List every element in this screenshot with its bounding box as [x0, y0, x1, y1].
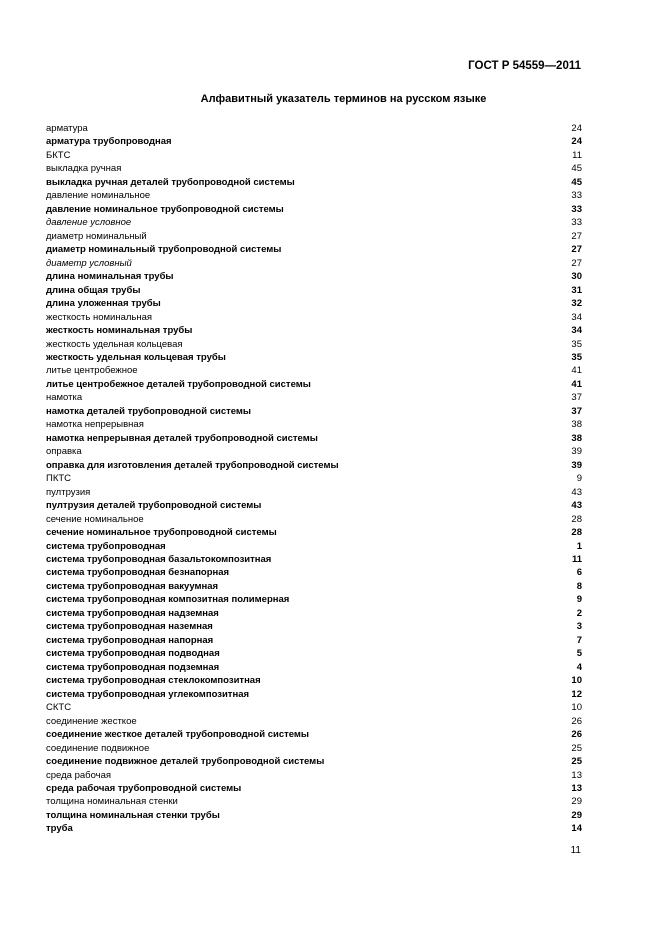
index-term: литье центробежное деталей трубопроводной системы	[46, 378, 311, 390]
index-entry	[46, 418, 582, 431]
index-page-ref: 29	[571, 809, 582, 821]
index-page-ref: 41	[571, 365, 582, 377]
index-page-ref: 8	[576, 580, 582, 592]
index-entry	[46, 647, 582, 660]
index-entry	[46, 715, 582, 728]
index-entry	[46, 405, 582, 418]
index-term: система трубопроводная базальтокомпозитная	[46, 554, 272, 565]
index-term: среда рабочая	[46, 769, 112, 781]
index-entry	[46, 338, 582, 351]
index-term: соединение подвижное	[46, 742, 150, 754]
index-page-ref: 26	[571, 715, 582, 727]
index-page-ref: 33	[571, 217, 582, 229]
index-term: давление номинальное трубопроводной системы	[46, 203, 284, 215]
index-entry	[46, 661, 582, 674]
index-page-ref: 7	[576, 634, 582, 646]
index-page-ref: 35	[571, 338, 582, 350]
index-term: давление условное	[46, 217, 132, 229]
index-entry	[46, 607, 582, 620]
index-page-ref: 39	[571, 459, 582, 471]
page-number: 11	[570, 845, 581, 856]
index-entry	[46, 230, 582, 243]
index-term: система трубопроводная вакуумная	[46, 580, 219, 592]
index-entry	[46, 445, 582, 458]
index-page-ref: 27	[571, 244, 582, 256]
index-page-ref: 33	[571, 190, 582, 202]
index-page-ref: 13	[571, 769, 582, 781]
index-entry	[46, 809, 582, 822]
index-page-ref: 9	[576, 473, 582, 485]
index-page-ref: 38	[571, 432, 582, 444]
index-term: система трубопроводная надземная	[46, 607, 219, 619]
index-page-ref: 9	[576, 594, 582, 606]
index-term: сечение номинальное	[46, 513, 144, 525]
document-header: ГОСТ Р 54559—2011	[468, 60, 581, 72]
index-entry	[46, 755, 582, 768]
index-page-ref: 12	[571, 688, 582, 700]
index-entry	[46, 553, 582, 566]
index-entry	[46, 472, 582, 485]
index-term: сечение номинальное трубопроводной системы	[46, 527, 277, 539]
index-term: диаметр номинальный	[46, 230, 147, 242]
index-entry	[46, 122, 582, 135]
index-entry	[46, 216, 582, 229]
index-page-ref: 25	[571, 742, 582, 754]
index-term: система трубопроводная углекомпозитная	[46, 688, 250, 700]
index-term: система трубопроводная	[46, 540, 166, 552]
index-term: система трубопроводная стеклокомпозитная	[46, 675, 261, 687]
index-entry	[46, 701, 582, 714]
index-entry	[46, 257, 582, 270]
index-page-ref: 10	[571, 702, 582, 714]
index-entry	[46, 378, 582, 391]
index-page-ref: 45	[571, 163, 582, 175]
index-term: система трубопроводная композитная полимерная	[46, 594, 290, 606]
index-entry	[46, 486, 582, 499]
index-page-ref: 24	[571, 136, 582, 148]
index-page-ref: 28	[571, 527, 582, 539]
index-term: намотка непрерывная	[46, 419, 144, 431]
index-term: система трубопроводная подземная	[46, 661, 220, 673]
index-page-ref: 14	[571, 823, 582, 835]
index-entry	[46, 742, 582, 755]
index-term: система трубопроводная безнапорная	[46, 567, 230, 579]
index-entry	[46, 526, 582, 539]
index-term: намотка	[46, 392, 83, 404]
index-entry	[46, 189, 582, 202]
index-title: Алфавитный указатель терминов на русском языке	[200, 93, 487, 105]
index-entry	[46, 432, 582, 445]
index-term: пултрузия	[46, 486, 91, 498]
term-index-list	[46, 122, 582, 836]
index-entry	[46, 284, 582, 297]
index-page-ref: 37	[571, 392, 582, 404]
index-entry	[46, 459, 582, 472]
index-entry	[46, 634, 582, 647]
index-entry	[46, 674, 582, 687]
index-term: диаметр условный	[46, 257, 132, 269]
index-entry	[46, 176, 582, 189]
index-page-ref: 4	[576, 661, 582, 673]
index-page-ref: 35	[571, 351, 582, 363]
index-term: система трубопроводная подводная	[46, 648, 220, 660]
index-term: толщина номинальная стенки трубы	[46, 809, 220, 821]
index-page-ref: 30	[571, 271, 582, 283]
index-entry	[46, 311, 582, 324]
index-page-ref: 33	[571, 203, 582, 215]
index-page-ref: 31	[571, 284, 582, 296]
index-term: литье центробежное	[46, 365, 138, 377]
index-entry	[46, 391, 582, 404]
index-page-ref: 6	[576, 567, 582, 579]
index-term: соединение подвижное деталей трубопроводной системы	[46, 756, 325, 768]
index-term: среда рабочая трубопроводной системы	[46, 782, 242, 794]
index-term: жесткость номинальная	[46, 311, 153, 323]
index-entry	[46, 593, 582, 606]
index-page-ref: 3	[576, 621, 582, 633]
index-page-ref: 24	[571, 123, 582, 134]
index-term: жесткость удельная кольцевая	[46, 338, 183, 350]
index-term: арматура	[46, 123, 88, 134]
index-entry	[46, 499, 582, 512]
index-page-ref: 32	[571, 298, 582, 310]
index-term: намотка деталей трубопроводной системы	[46, 405, 252, 417]
index-term: арматура трубопроводная	[46, 136, 172, 148]
index-page-ref: 27	[571, 230, 582, 242]
index-entry	[46, 203, 582, 216]
index-term: жесткость номинальная трубы	[46, 325, 193, 337]
index-entry	[46, 540, 582, 553]
index-page-ref: 13	[571, 782, 582, 794]
index-term: диаметр номинальный трубопроводной системы	[46, 244, 282, 256]
index-page-ref: 27	[571, 257, 582, 269]
index-entry	[46, 566, 582, 579]
index-page-ref: 38	[571, 419, 582, 431]
index-term: выкладка ручная	[46, 163, 122, 175]
index-entry	[46, 795, 582, 808]
index-entry	[46, 620, 582, 633]
index-entry	[46, 688, 582, 701]
index-term: толщина номинальная стенки	[46, 796, 178, 808]
index-term: длина номинальная трубы	[46, 271, 174, 283]
index-term: оправка для изготовления деталей трубопроводной системы	[46, 459, 339, 471]
index-entry	[46, 135, 582, 148]
index-term: длина уложенная трубы	[46, 298, 161, 310]
index-term: ПКТС	[46, 473, 72, 485]
index-term: труба	[46, 823, 73, 835]
index-page-ref: 45	[571, 176, 582, 188]
index-page-ref: 1	[576, 540, 582, 552]
index-page-ref: 28	[571, 513, 582, 525]
index-page-ref: 26	[571, 729, 582, 741]
index-term: намотка непрерывная деталей трубопроводной системы	[46, 432, 318, 444]
index-entry	[46, 162, 582, 175]
index-page-ref: 34	[571, 311, 582, 323]
index-entry	[46, 297, 582, 310]
index-term: пултрузия деталей трубопроводной системы	[46, 500, 262, 512]
index-entry	[46, 324, 582, 337]
index-entry	[46, 270, 582, 283]
index-term: соединение жесткое деталей трубопроводной системы	[46, 729, 310, 741]
index-entry	[46, 728, 582, 741]
index-page-ref: 39	[571, 446, 582, 458]
index-page-ref: 10	[571, 675, 582, 687]
index-page-ref: 5	[576, 648, 582, 660]
index-page-ref: 43	[571, 486, 582, 498]
index-term: давление номинальное	[46, 190, 151, 202]
index-term: система трубопроводная наземная	[46, 621, 213, 633]
index-page-ref: 11	[571, 554, 582, 565]
index-term: СКТС	[46, 702, 72, 714]
index-page-ref: 29	[571, 796, 582, 808]
index-entry	[46, 364, 582, 377]
index-entry	[46, 782, 582, 795]
index-page-ref: 25	[571, 756, 582, 768]
index-entry	[46, 513, 582, 526]
index-term: оправка	[46, 446, 82, 458]
index-term: жесткость удельная кольцевая трубы	[46, 351, 226, 363]
index-term: БКТС	[46, 149, 71, 161]
index-entry	[46, 822, 582, 835]
index-entry	[46, 351, 582, 364]
index-term: выкладка ручная деталей трубопроводной системы	[46, 176, 295, 188]
index-term: длина общая трубы	[46, 284, 141, 296]
index-term: система трубопроводная напорная	[46, 634, 214, 646]
index-page-ref: 43	[571, 500, 582, 512]
index-page-ref: 41	[571, 378, 582, 390]
index-entry	[46, 580, 582, 593]
index-page-ref: 37	[571, 405, 582, 417]
index-page-ref: 11	[572, 149, 582, 161]
index-page-ref: 34	[571, 325, 582, 337]
index-entry	[46, 149, 582, 162]
index-entry	[46, 769, 582, 782]
index-entry	[46, 243, 582, 256]
index-page-ref: 2	[576, 607, 582, 619]
index-term: соединение жесткое	[46, 715, 137, 727]
